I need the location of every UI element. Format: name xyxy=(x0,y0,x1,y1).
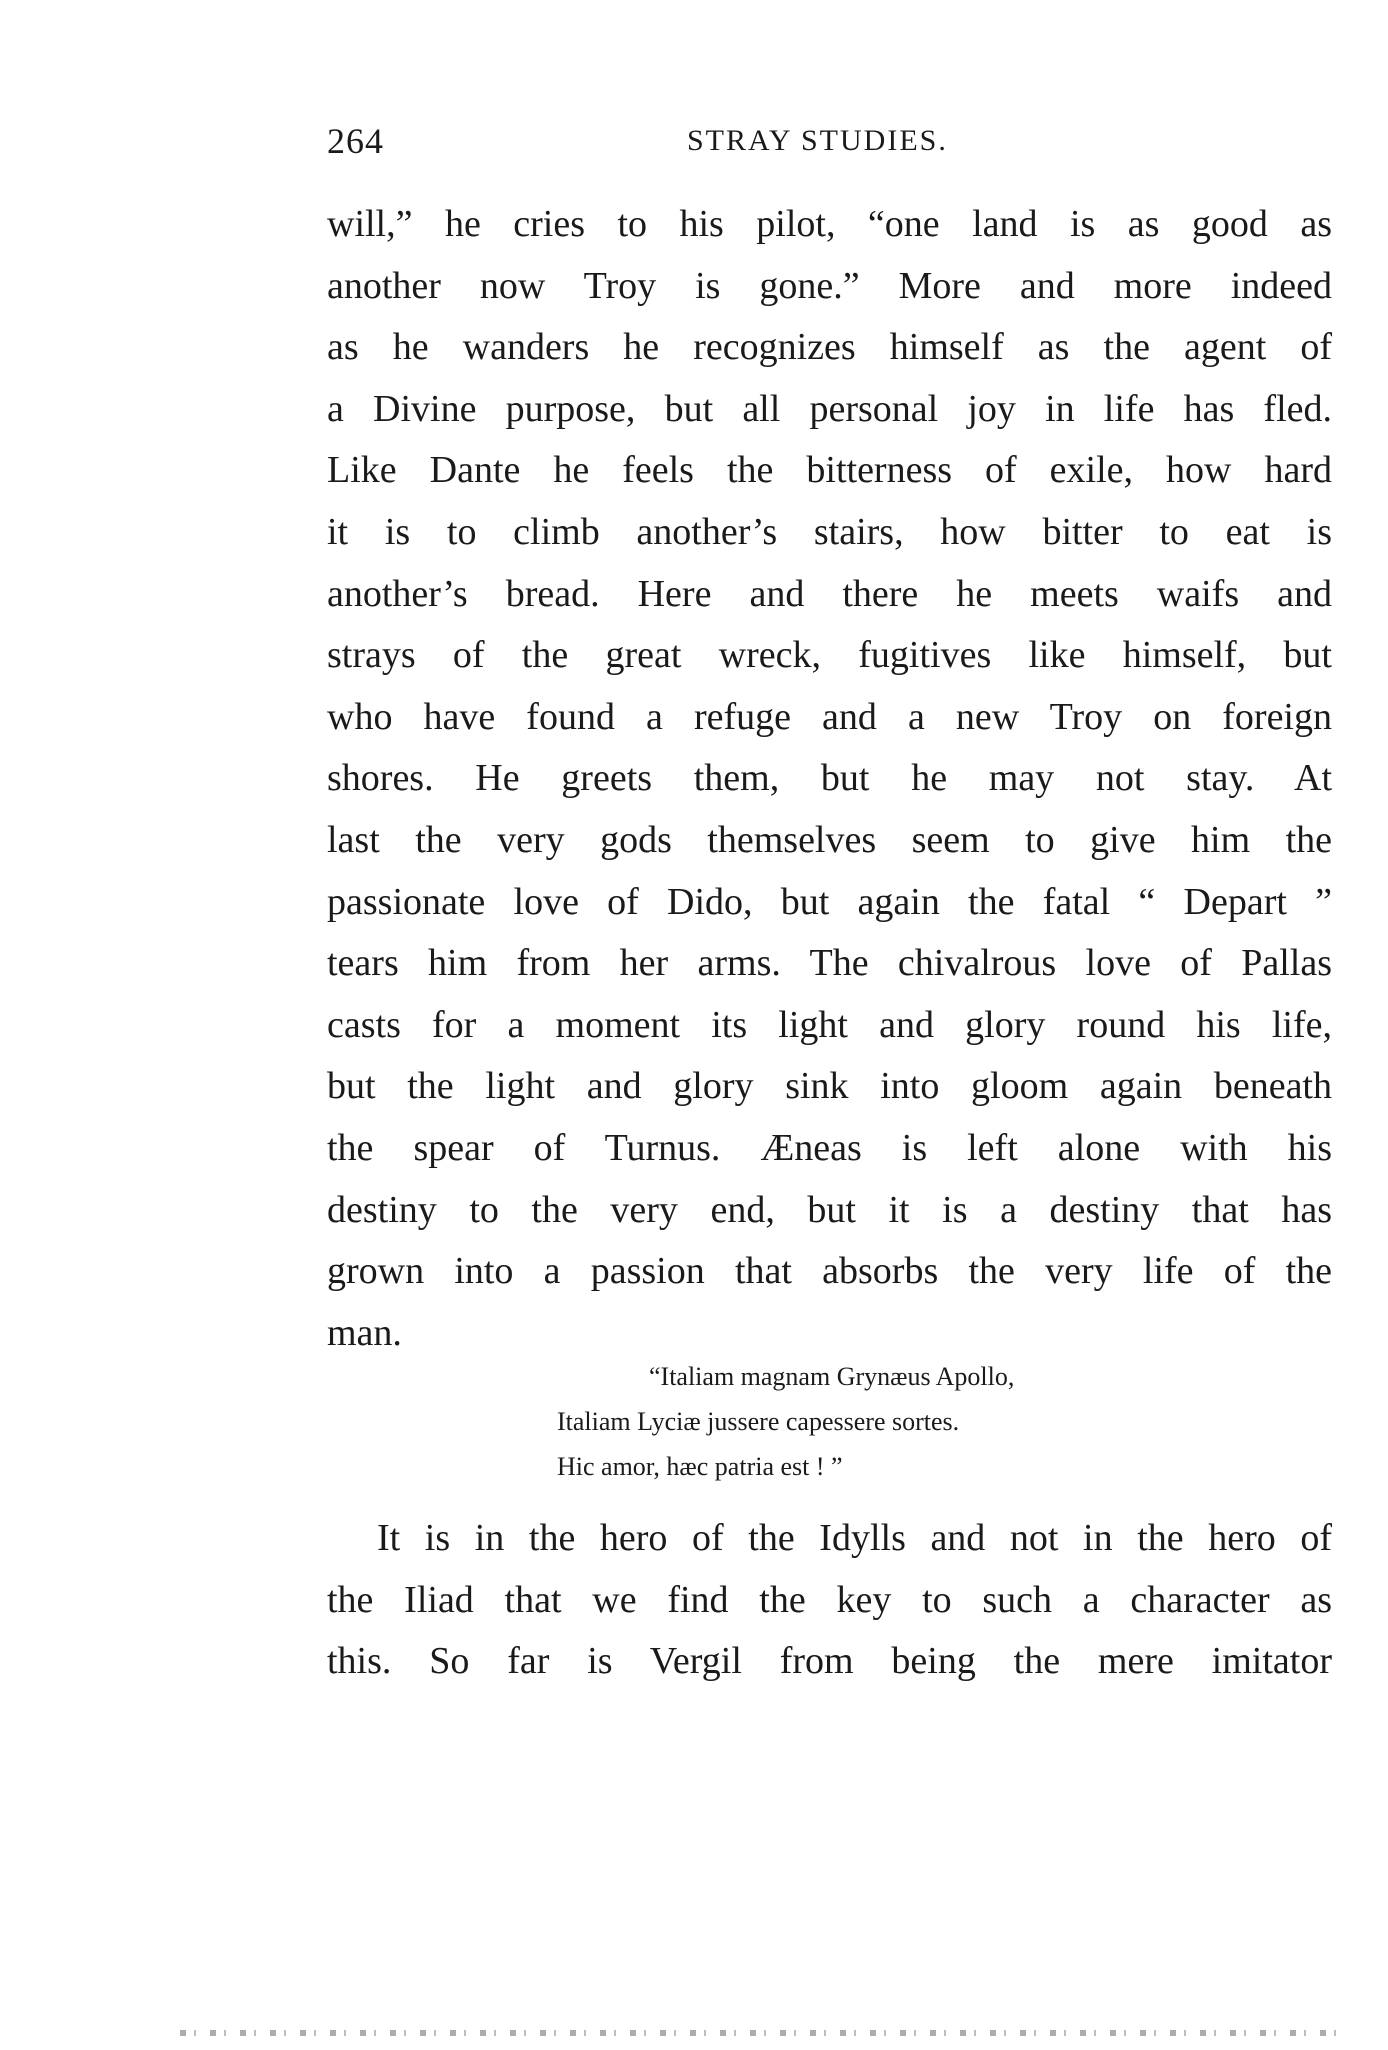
text-line: shores. He greets them, but he may not stay. At xyxy=(327,757,1332,800)
scan-edge-noise xyxy=(180,2030,1340,2036)
text-line: as he wanders he recognizes himself as the agent of xyxy=(327,326,1332,369)
page-number: 264 xyxy=(327,121,384,161)
text-line: It is in the hero of the Idylls and not in the hero of xyxy=(377,1517,1332,1559)
text-line: strays of the great wreck, fugitives like himself, but xyxy=(327,634,1332,677)
verse-quotation xyxy=(557,1354,1014,1489)
text-line: grown into a passion that absorbs the very life of the xyxy=(327,1250,1332,1293)
text-line: but the light and glory sink into gloom again beneath xyxy=(327,1065,1332,1108)
running-title: STRAY STUDIES. xyxy=(687,124,948,157)
text-line: casts for a moment its light and glory round his life, xyxy=(327,1003,1332,1046)
text-line: tears him from her arms. The chivalrous love of Pallas xyxy=(327,942,1332,985)
text-line: a Divine purpose, but all personal joy in life has fled. xyxy=(327,387,1332,430)
verse-line: “Italiam magnam Grynæus Apollo, xyxy=(649,1362,1015,1391)
paragraph-2 xyxy=(327,1508,1332,1693)
text-line: man. xyxy=(327,1311,402,1354)
verse-line: Hic amor, hæc patria est ! ” xyxy=(557,1452,843,1481)
paragraph-1 xyxy=(327,194,1332,1364)
text-line: it is to climb another’s stairs, how bitter to eat is xyxy=(327,510,1332,553)
verse-line: Italiam Lyciæ jussere capessere sortes. xyxy=(557,1407,960,1436)
running-head xyxy=(327,120,1332,170)
text-line: will,” he cries to his pilot, “one land is as good as xyxy=(327,203,1332,245)
text-line: Like Dante he feels the bitterness of exile, how hard xyxy=(327,449,1332,492)
text-line: another’s bread. Here and there he meets waifs and xyxy=(327,572,1332,615)
text-line: the spear of Turnus. Æneas is left alone with his xyxy=(327,1126,1332,1169)
text-line: passionate love of Dido, but again the fatal “ Depart ” xyxy=(327,880,1332,923)
text-line: the Iliad that we find the key to such a character as xyxy=(327,1578,1332,1621)
text-line: destiny to the very end, but it is a destiny that has xyxy=(327,1188,1332,1231)
text-line: last the very gods themselves seem to give him the xyxy=(327,818,1332,861)
text-line: this. So far is Vergil from being the mere imitator xyxy=(327,1640,1332,1683)
text-line: who have found a refuge and a new Troy on foreign xyxy=(327,695,1332,738)
text-line: another now Troy is gone.” More and more indeed xyxy=(327,264,1332,307)
